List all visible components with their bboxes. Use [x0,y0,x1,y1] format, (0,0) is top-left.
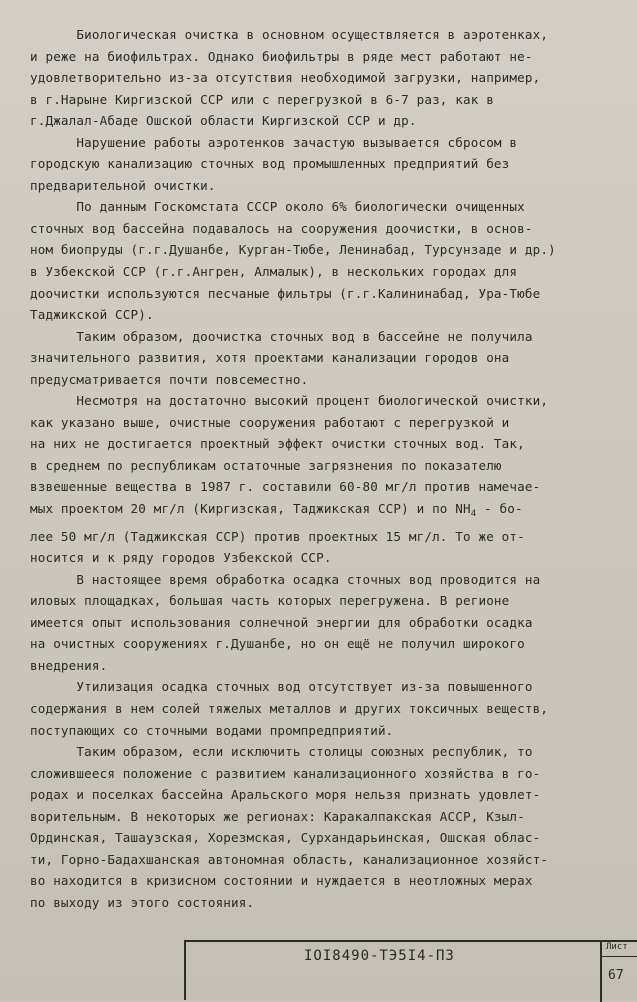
text-line: взвешенные вещества в 1987 г. составили 60-80 мг/л против намечае- [30,479,541,495]
paragraph-sludge-processing [30,569,612,677]
sheet-divider [602,956,637,957]
text-line: носится и к ряду городов Узбекской ССР. [30,550,332,566]
text-line: ном биопруды (г.г.Душанбе, Курган-Тюбе, Ленинабад, Турсунзаде и др.) [30,242,556,258]
paragraph-aerotank-disruption [30,132,612,197]
paragraph-post-treatment [30,326,612,391]
sheet-number: 67 [608,968,624,983]
text-line: Таким образом, доочистка сточных вод в бассейне не получила [30,328,533,344]
text-line: лее 50 мг/л (Таджикская ССР) против проектных 15 мг/л. То же от- [30,528,525,544]
text-line: сточных вод бассейна подавалось на сооружения доочистки, в основ- [30,220,533,236]
text-line: ворительным. В некоторых же регионах: Каракалпакская АССР, Кзыл- [30,808,525,824]
text-line: ти, Горно-Бадахшанская автономная область, канализационное хозяйст- [30,851,549,867]
text-line: Несмотря на достаточно высокий процент биологической очистки, [30,393,549,409]
paragraph-conclusion [30,741,612,913]
text-line: удовлетворительно из-за отсутствия необходимой загрузки, например, [30,70,541,86]
text-line: в Узбекской ССР (г.г.Ангрен, Алмалык), в нескольких городах для [30,264,518,280]
text-line: как указано выше, очистные сооружения работают с перегрузкой и [30,414,510,430]
subscript-4: 4 [470,509,477,520]
paragraph-biological-treatment [30,24,612,132]
title-block-stamp [184,940,637,1000]
text-line: по выходу из этого состояния. [30,894,255,910]
text-line: имеется опыт использования солнечной энергии для обработки осадка [30,614,533,630]
text-line: предусматривается почти повсеместно. [30,371,309,387]
text-line: В настоящее время обработка осадка сточных вод проводится на [30,571,541,587]
text-line: Ординская, Ташаузская, Хорезмская, Сурхандарьинская, Ошская облас- [30,830,541,846]
sheet-box [600,940,637,1002]
text-line: на них не достигается проектный эффект очистки сточных вод. Так, [30,436,525,452]
sheet-label: Лист [606,942,628,952]
paragraph-overload [30,390,612,568]
text-line: в г.Нарыне Киргизской ССР или с перегрузкой в 6-7 раз, как в [30,91,494,107]
text-line: поступающих со сточными водами промпредприятий. [30,722,394,738]
text-line: Нарушение работы аэротенков зачастую вызывается сбросом в [30,134,518,150]
text-line: в среднем по республикам остаточные загрязнения по показателю [30,457,502,473]
text-line: внедрения. [30,657,108,673]
text-fragment: - бо- [476,501,523,517]
text-line: Утилизация осадка сточных вод отсутствует из-за повышенного [30,679,533,695]
text-line: содержания в нем солей тяжелых металлов и других токсичных веществ, [30,700,549,716]
text-fragment: мых проектом 20 мг/л (Киргизская, Таджикская ССР) и по NH [30,501,471,517]
text-line: на очистных сооружениях г.Душанбе, но он ещё не получил широкого [30,636,525,652]
text-line: во находится в кризисном состоянии и нуждается в неотложных мерах [30,873,533,889]
text-line: предварительной очистки. [30,177,216,193]
text-line: Таджикской ССР). [30,307,154,323]
text-line: родах и поселках бассейна Аральского моря нельзя признать удовлет- [30,787,541,803]
document-code: IOI8490-ТЭ5I4-ПЗ [304,948,455,964]
text-line: сложившееся положение с развитием канализационного хозяйства в го- [30,765,541,781]
text-line: иловых площадках, большая часть которых перегружена. В регионе [30,593,510,609]
text-line: По данным Госкомстата СССР около 6% биологически очищенных [30,199,525,215]
body-text [30,24,612,913]
text-line-ammonium [30,498,612,526]
text-line: городскую канализацию сточных вод промышленных предприятий без [30,156,510,172]
paragraph-goskomstat-data [30,196,612,325]
text-line: г.Джалал-Абаде Ошской области Киргизской ССР и др. [30,113,417,129]
paragraph-sludge-utilization [30,676,612,741]
text-line: Таким образом, если исключить столицы союзных республик, то [30,744,533,760]
text-line: Биологическая очистка в основном осуществляется в аэротенках, [30,27,549,42]
text-line: доочистки используются песчаные фильтры (г.г.Калининабад, Ура-Тюбе [30,285,541,301]
text-line: значительного развития, хотя проектами канализации городов она [30,350,510,366]
text-line: и реже на биофильтрах. Однако биофильтры в ряде мест работают не- [30,48,533,64]
